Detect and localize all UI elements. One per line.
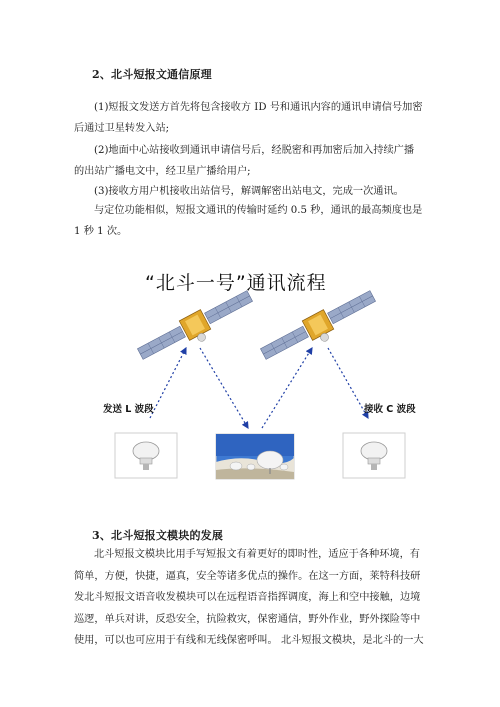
arrow-sat1-to-station: [200, 348, 248, 428]
section3-heading: 3、北斗短报文模块的发展: [92, 529, 224, 542]
paragraph-step2: (2)地面中心站接收到通讯申请信号后，经脱密和再加密后加入持续广播的出站广播电文中，经卫星广播给用户;: [74, 145, 415, 177]
figure-title: “北斗一号”通讯流程: [145, 272, 327, 294]
paragraph-step3: (3)接收方用户机接收出站信号，解调解密出站电文，完成一次通讯。: [94, 186, 404, 197]
section2-heading: 2、北斗短报文通信原理: [92, 68, 212, 81]
paragraph-latency: 与定位功能相似，短报文通讯的传输时延约 0.5 秒，通讯的最高频度也是1 秒 1 次。: [74, 205, 423, 237]
satellite-left-icon: [135, 286, 258, 370]
band-label-left: 发送 L 波段: [103, 404, 154, 415]
arrow-sat2-to-terminal: [328, 348, 368, 418]
ground-station-icon: [216, 434, 294, 479]
arrow-terminal-to-sat1: [150, 348, 186, 418]
band-label-right: 接收 C 波段: [364, 404, 416, 415]
paragraph-step1: (1)短报文发送方首先将包含接收方 ID 号和通讯内容的通讯申请信号加密后通过卫星转发入站;: [74, 102, 423, 134]
arrow-station-to-sat2: [262, 348, 312, 428]
satellite-right-icon: [258, 286, 381, 370]
paragraph-module-development: 北斗短报文模块比用手写短报文有着更好的即时性，适应于各种环境，有简单，方便，快捷，逼真，安全等诸多优点的操作。在这一方面，莱特科技研发北斗短报文语音收发模块可以在远程语音指挥调度，海上和空中接触，边境巡逻，单兵对讲，反恐安全，抗险救灾，保密通信，野外作业，野外探险等中使用，可以也可应用于有线和无线保密呼叫。 北斗短报文模块，是北斗的一大: [74, 549, 424, 646]
